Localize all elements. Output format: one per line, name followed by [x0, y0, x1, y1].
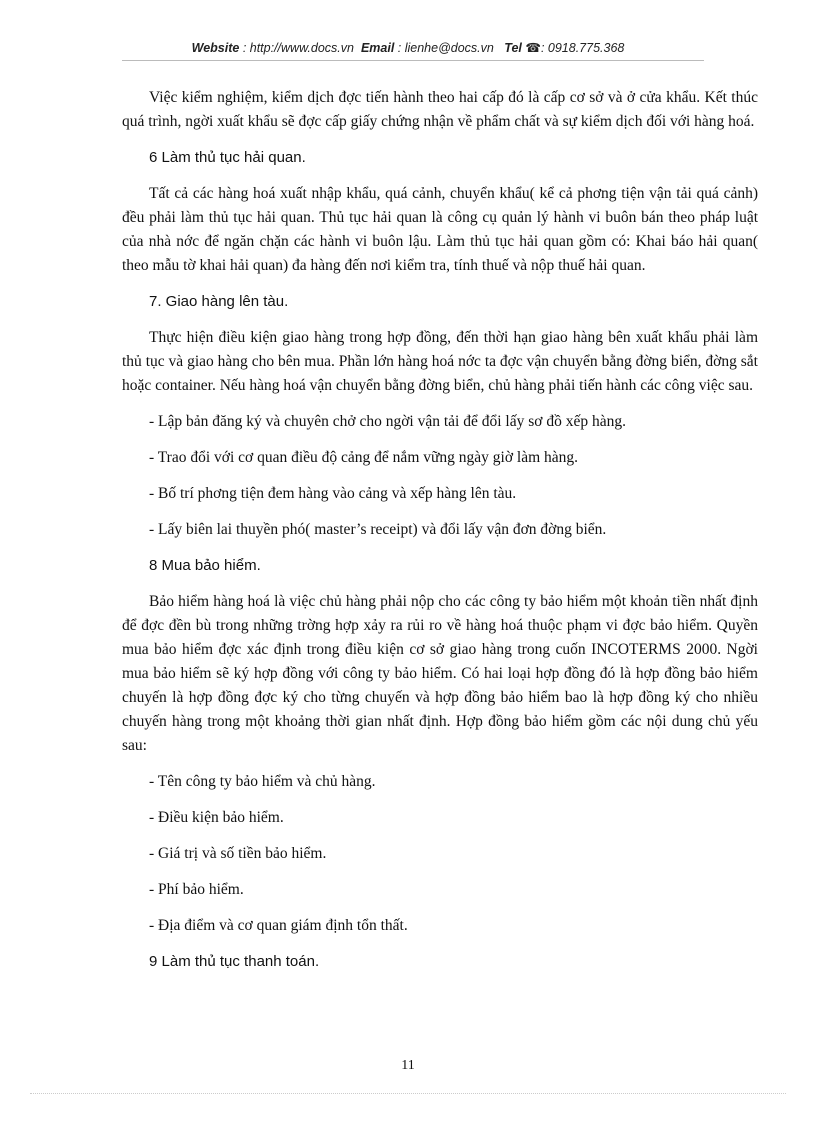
list-item: - Lấy biên lai thuyền phó( master’s receipt) và đổi lấy vận đơn đờng biển.: [149, 521, 607, 538]
section-8-heading: 8 Mua bảo hiểm.: [149, 557, 261, 574]
section-6-heading: 6 Làm thủ tục hải quan.: [149, 149, 306, 166]
phone-icon: ☎: [525, 41, 541, 55]
section-6-paragraph: Tất cả các hàng hoá xuất nhập khẩu, quá cảnh, chuyển khẩu( kể cả phơng tiện vận tải quá cảnh) đều phải làm thủ tục hải quan. Thủ tục hải quan là công cụ quản lý hành vi buôn bán theo pháp luật của nhà nớc để ngăn chặn các hành vi buôn lậu. Làm thủ tục hải quan gồm có: Khai báo hải quan( theo mẫu tờ khai hải quan) đa hàng đến nơi kiểm tra, tính thuế và nộp thuế hải quan.: [122, 185, 758, 274]
tel-label: Tel: [504, 41, 522, 55]
section-8-paragraph: Bảo hiểm hàng hoá là việc chủ hàng phải nộp cho các công ty bảo hiểm một khoản tiền nhất định để đợc đền bù trong những trờng hợp xảy ra rủi ro về hàng hoá thuộc phạm vi đợc bảo hiểm. Quyền mua bảo hiểm đợc xác định trong điều kiện cơ sở giao hàng trong cuốn INCOTERMS 2000. Ngời mua bảo hiểm sẽ ký hợp đồng với công ty bảo hiểm. Có hai loại hợp đồng đó là hợp đồng bảo hiểm chuyến là hợp đồng đợc ký cho từng chuyến và hợp đồng bảo hiểm bao là hợp đồng ký cho nhiều chuyến hàng trong một khoảng thời gian nhất định. Hợp đồng bảo hiểm gồm các nội dung chủ yếu sau:: [122, 593, 758, 754]
list-item: - Phí bảo hiểm.: [149, 881, 244, 898]
list-item: - Giá trị và số tiền bảo hiểm.: [149, 845, 327, 862]
page-bottom-border: [30, 1093, 786, 1094]
list-item: - Điều kiện bảo hiểm.: [149, 809, 284, 826]
tel-value: : 0918.775.368: [540, 41, 625, 55]
list-item: - Địa điểm và cơ quan giám định tổn thất.: [149, 917, 408, 934]
intro-paragraph: Việc kiểm nghiệm, kiểm dịch đợc tiến hành theo hai cấp đó là cấp cơ sở và ở cửa khẩu. Kết thúc quá trình, ngời xuất khẩu sẽ đợc cấp giấy chứng nhận về phẩm chất và sự kiểm dịch đối với hàng hoá.: [122, 89, 758, 130]
list-item: - Lập bản đăng ký và chuyên chở cho ngời vận tải để đổi lấy sơ đồ xếp hàng.: [149, 413, 626, 430]
email-link[interactable]: : lienhe@docs.vn: [397, 41, 494, 55]
section-7-heading: 7. Giao hàng lên tàu.: [149, 293, 289, 310]
page-number: 11: [401, 1058, 415, 1073]
page-header: [0, 40, 816, 55]
list-item: - Trao đổi với cơ quan điều độ cảng để nắm vững ngày giờ làm hàng.: [149, 449, 579, 466]
email-label: Email: [360, 41, 395, 55]
section-7-paragraph: Thực hiện điều kiện giao hàng trong hợp đồng, đến thời hạn giao hàng bên xuất khẩu phải làm thủ tục và giao hàng cho bên mua. Phần lớn hàng hoá nớc ta đợc vận chuyển bằng đờng biển, đờng sắt hoặc container. Nếu hàng hoá vận chuyển bằng đờng biển, chủ hàng phải tiến hành các công việc sau.: [122, 329, 758, 394]
list-item: - Tên công ty bảo hiểm và chủ hàng.: [149, 773, 376, 790]
list-item: - Bố trí phơng tiện đem hàng vào cảng và xếp hàng lên tàu.: [149, 485, 517, 502]
document-body: [122, 86, 758, 986]
header-divider: [122, 60, 704, 61]
website-label: Website: [191, 41, 240, 55]
website-link[interactable]: : http://www.docs.vn: [242, 41, 354, 55]
section-9-heading: 9 Làm thủ tục thanh toán.: [149, 953, 320, 970]
